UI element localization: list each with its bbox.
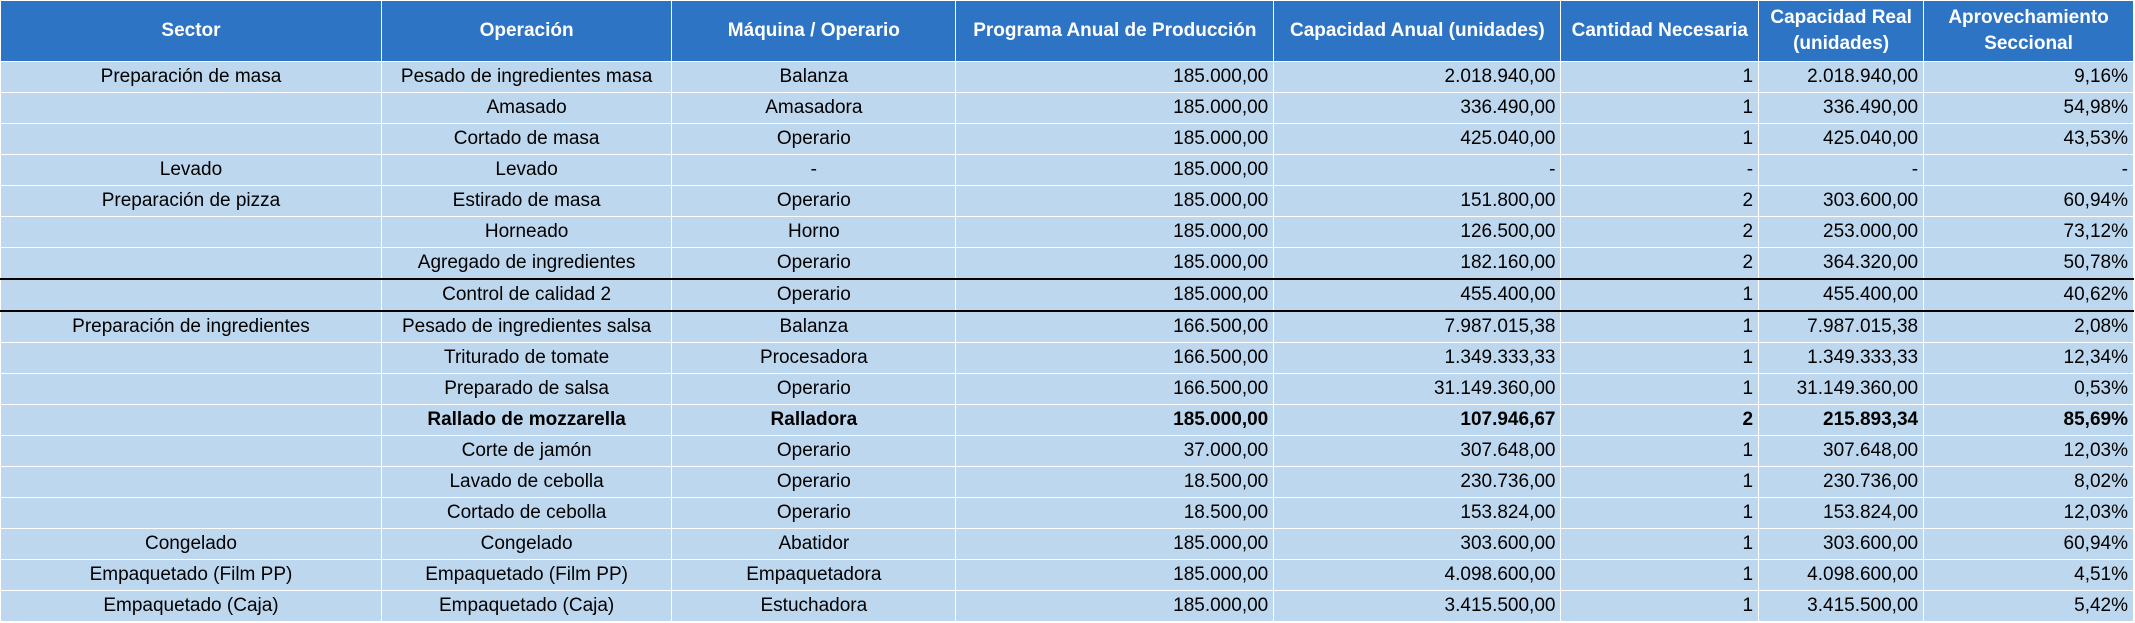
header-capacidad-real[interactable]: Capacidad Real (unidades) <box>1759 1 1924 62</box>
cell-capacidad[interactable]: 126.500,00 <box>1274 217 1561 248</box>
cell-operacion[interactable]: Pesado de ingredientes masa <box>381 62 671 93</box>
cell-programa[interactable]: 185.000,00 <box>956 186 1274 217</box>
cell-maquina[interactable]: Balanza <box>672 62 956 93</box>
cell-capacidad[interactable]: 230.736,00 <box>1274 467 1561 498</box>
cell-operacion[interactable]: Estirado de masa <box>381 186 671 217</box>
cell-aprovechamiento[interactable]: 12,03% <box>1924 436 2134 467</box>
cell-programa[interactable]: 185.000,00 <box>956 124 1274 155</box>
cell-sector[interactable]: Congelado <box>1 529 382 560</box>
cell-programa[interactable]: 185.000,00 <box>956 591 1274 622</box>
cell-maquina[interactable]: Estuchadora <box>672 591 956 622</box>
cell-cantidad[interactable]: 1 <box>1561 374 1759 405</box>
cell-operacion[interactable]: Agregado de ingredientes <box>381 248 671 280</box>
cell-capacidad[interactable]: 107.946,67 <box>1274 405 1561 436</box>
cell-cantidad[interactable]: 2 <box>1561 248 1759 280</box>
cell-programa[interactable]: 185.000,00 <box>956 405 1274 436</box>
cell-operacion[interactable]: Levado <box>381 155 671 186</box>
table-row <box>1 529 2134 560</box>
cell-programa[interactable]: 18.500,00 <box>956 467 1274 498</box>
cell-sector[interactable] <box>1 436 382 467</box>
table-row <box>1 374 2134 405</box>
cell-programa[interactable]: 166.500,00 <box>956 311 1274 343</box>
cell-sector[interactable]: Empaquetado (Film PP) <box>1 560 382 591</box>
header-operacion[interactable]: Operación <box>381 1 671 62</box>
cell-aprovechamiento[interactable]: 9,16% <box>1924 62 2134 93</box>
cell-maquina[interactable]: Operario <box>672 124 956 155</box>
table-row <box>1 343 2134 374</box>
cell-sector[interactable] <box>1 374 382 405</box>
cell-cantidad[interactable]: 1 <box>1561 343 1759 374</box>
cell-capacidad-real[interactable]: 7.987.015,38 <box>1759 311 1924 343</box>
cell-cantidad[interactable]: 1 <box>1561 467 1759 498</box>
cell-cantidad[interactable]: 1 <box>1561 62 1759 93</box>
table-row <box>1 217 2134 248</box>
cell-operacion[interactable]: Triturado de tomate <box>381 343 671 374</box>
cell-operacion[interactable]: Horneado <box>381 217 671 248</box>
cell-aprovechamiento[interactable]: 8,02% <box>1924 467 2134 498</box>
header-capacidad[interactable]: Capacidad Anual (unidades) <box>1274 1 1561 62</box>
cell-sector[interactable]: Levado <box>1 155 382 186</box>
cell-maquina[interactable]: Operario <box>672 248 956 280</box>
cell-maquina[interactable]: Operario <box>672 279 956 311</box>
cell-aprovechamiento[interactable]: 54,98% <box>1924 93 2134 124</box>
table-row <box>1 186 2134 217</box>
cell-aprovechamiento[interactable]: 2,08% <box>1924 311 2134 343</box>
cell-sector[interactable] <box>1 498 382 529</box>
header-row <box>1 1 2134 62</box>
cell-maquina[interactable]: Horno <box>672 217 956 248</box>
cell-operacion[interactable]: Pesado de ingredientes salsa <box>381 311 671 343</box>
cell-sector[interactable] <box>1 279 382 311</box>
cell-programa[interactable]: 185.000,00 <box>956 93 1274 124</box>
cell-capacidad-real[interactable]: 215.893,34 <box>1759 405 1924 436</box>
cell-cantidad[interactable]: - <box>1561 155 1759 186</box>
cell-capacidad-real[interactable]: 153.824,00 <box>1759 498 1924 529</box>
cell-sector[interactable] <box>1 217 382 248</box>
table-row <box>1 124 2134 155</box>
cell-aprovechamiento[interactable]: 12,34% <box>1924 343 2134 374</box>
cell-aprovechamiento[interactable]: 5,42% <box>1924 591 2134 622</box>
cell-programa[interactable]: 185.000,00 <box>956 155 1274 186</box>
table-row <box>1 591 2134 622</box>
cell-cantidad[interactable]: 1 <box>1561 436 1759 467</box>
cell-capacidad[interactable]: 1.349.333,33 <box>1274 343 1561 374</box>
cell-cantidad[interactable]: 2 <box>1561 186 1759 217</box>
cell-programa[interactable]: 185.000,00 <box>956 279 1274 311</box>
cell-sector[interactable] <box>1 248 382 280</box>
cell-sector[interactable] <box>1 343 382 374</box>
cell-capacidad[interactable]: - <box>1274 155 1561 186</box>
cell-capacidad[interactable]: 151.800,00 <box>1274 186 1561 217</box>
cell-capacidad-real[interactable]: 230.736,00 <box>1759 467 1924 498</box>
cell-aprovechamiento[interactable]: 60,94% <box>1924 186 2134 217</box>
cell-operacion[interactable]: Rallado de mozzarella <box>381 405 671 436</box>
table-row <box>1 467 2134 498</box>
cell-capacidad-real[interactable]: 303.600,00 <box>1759 186 1924 217</box>
cell-capacidad-real[interactable]: 31.149.360,00 <box>1759 374 1924 405</box>
cell-sector[interactable]: Preparación de masa <box>1 62 382 93</box>
cell-capacidad-real[interactable]: 336.490,00 <box>1759 93 1924 124</box>
cell-operacion[interactable]: Amasado <box>381 93 671 124</box>
cell-maquina[interactable]: - <box>672 155 956 186</box>
cell-maquina[interactable]: Ralladora <box>672 405 956 436</box>
cell-cantidad[interactable]: 1 <box>1561 124 1759 155</box>
cell-cantidad[interactable]: 1 <box>1561 591 1759 622</box>
cell-maquina[interactable]: Operario <box>672 467 956 498</box>
cell-cantidad[interactable]: 1 <box>1561 498 1759 529</box>
header-sector[interactable]: Sector <box>1 1 382 62</box>
cell-cantidad[interactable]: 1 <box>1561 529 1759 560</box>
cell-maquina[interactable]: Operario <box>672 498 956 529</box>
cell-capacidad[interactable]: 455.400,00 <box>1274 279 1561 311</box>
cell-operacion[interactable]: Empaquetado (Caja) <box>381 591 671 622</box>
cell-cantidad[interactable]: 1 <box>1561 560 1759 591</box>
cell-maquina[interactable]: Balanza <box>672 311 956 343</box>
cell-operacion[interactable]: Lavado de cebolla <box>381 467 671 498</box>
cell-maquina[interactable]: Procesadora <box>672 343 956 374</box>
cell-capacidad[interactable]: 182.160,00 <box>1274 248 1561 280</box>
cell-programa[interactable]: 185.000,00 <box>956 248 1274 280</box>
cell-sector[interactable] <box>1 93 382 124</box>
cell-capacidad[interactable]: 303.600,00 <box>1274 529 1561 560</box>
table-row <box>1 436 2134 467</box>
table-row <box>1 93 2134 124</box>
cell-programa[interactable]: 166.500,00 <box>956 343 1274 374</box>
cell-programa[interactable]: 37.000,00 <box>956 436 1274 467</box>
cell-maquina[interactable]: Empaquetadora <box>672 560 956 591</box>
cell-cantidad[interactable]: 1 <box>1561 311 1759 343</box>
header-maquina[interactable]: Máquina / Operario <box>672 1 956 62</box>
table-row <box>1 311 2134 343</box>
cell-operacion[interactable]: Preparado de salsa <box>381 374 671 405</box>
cell-cantidad[interactable]: 2 <box>1561 405 1759 436</box>
cell-capacidad[interactable]: 7.987.015,38 <box>1274 311 1561 343</box>
cell-operacion[interactable]: Empaquetado (Film PP) <box>381 560 671 591</box>
cell-capacidad-real[interactable]: 4.098.600,00 <box>1759 560 1924 591</box>
table-body <box>1 62 2134 622</box>
table-header <box>1 1 2134 62</box>
cell-programa[interactable]: 18.500,00 <box>956 498 1274 529</box>
cell-maquina[interactable]: Operario <box>672 436 956 467</box>
cell-capacidad-real[interactable]: 425.040,00 <box>1759 124 1924 155</box>
cell-programa[interactable]: 185.000,00 <box>956 529 1274 560</box>
cell-capacidad-real[interactable]: 1.349.333,33 <box>1759 343 1924 374</box>
cell-operacion[interactable]: Congelado <box>381 529 671 560</box>
cell-capacidad-real[interactable]: 303.600,00 <box>1759 529 1924 560</box>
header-aprovechamiento[interactable]: Aprovechamiento Seccional <box>1924 1 2134 62</box>
header-programa[interactable]: Programa Anual de Producción <box>956 1 1274 62</box>
table-row <box>1 405 2134 436</box>
cell-cantidad[interactable]: 1 <box>1561 279 1759 311</box>
cell-capacidad[interactable]: 336.490,00 <box>1274 93 1561 124</box>
cell-capacidad-real[interactable]: 455.400,00 <box>1759 279 1924 311</box>
cell-aprovechamiento[interactable]: 43,53% <box>1924 124 2134 155</box>
cell-sector[interactable] <box>1 405 382 436</box>
cell-capacidad-real[interactable]: 3.415.500,00 <box>1759 591 1924 622</box>
cell-aprovechamiento[interactable]: 4,51% <box>1924 560 2134 591</box>
cell-sector[interactable]: Empaquetado (Caja) <box>1 591 382 622</box>
table-row <box>1 498 2134 529</box>
cell-operacion[interactable]: Control de calidad 2 <box>381 279 671 311</box>
cell-programa[interactable]: 185.000,00 <box>956 217 1274 248</box>
cell-capacidad[interactable]: 31.149.360,00 <box>1274 374 1561 405</box>
cell-sector[interactable]: Preparación de ingredientes <box>1 311 382 343</box>
cell-programa[interactable]: 166.500,00 <box>956 374 1274 405</box>
cell-operacion[interactable]: Cortado de cebolla <box>381 498 671 529</box>
cell-aprovechamiento[interactable]: 40,62% <box>1924 279 2134 311</box>
cell-operacion[interactable]: Corte de jamón <box>381 436 671 467</box>
cell-cantidad[interactable]: 2 <box>1561 217 1759 248</box>
cell-capacidad[interactable]: 2.018.940,00 <box>1274 62 1561 93</box>
cell-sector[interactable]: Preparación de pizza <box>1 186 382 217</box>
cell-maquina[interactable]: Operario <box>672 374 956 405</box>
cell-capacidad[interactable]: 153.824,00 <box>1274 498 1561 529</box>
header-cantidad[interactable]: Cantidad Necesaria <box>1561 1 1759 62</box>
cell-programa[interactable]: 185.000,00 <box>956 62 1274 93</box>
cell-capacidad[interactable]: 307.648,00 <box>1274 436 1561 467</box>
cell-aprovechamiento[interactable]: 0,53% <box>1924 374 2134 405</box>
cell-aprovechamiento[interactable]: 60,94% <box>1924 529 2134 560</box>
table-row <box>1 560 2134 591</box>
cell-maquina[interactable]: Operario <box>672 186 956 217</box>
cell-sector[interactable] <box>1 467 382 498</box>
cell-capacidad-real[interactable]: 364.320,00 <box>1759 248 1924 280</box>
cell-sector[interactable] <box>1 124 382 155</box>
cell-cantidad[interactable]: 1 <box>1561 93 1759 124</box>
cell-capacidad-real[interactable]: 253.000,00 <box>1759 217 1924 248</box>
cell-aprovechamiento[interactable]: - <box>1924 155 2134 186</box>
cell-aprovechamiento[interactable]: 85,69% <box>1924 405 2134 436</box>
table-row <box>1 279 2134 311</box>
cell-capacidad-real[interactable]: - <box>1759 155 1924 186</box>
cell-capacidad-real[interactable]: 307.648,00 <box>1759 436 1924 467</box>
cell-maquina[interactable]: Abatidor <box>672 529 956 560</box>
cell-capacidad[interactable]: 4.098.600,00 <box>1274 560 1561 591</box>
cell-capacidad-real[interactable]: 2.018.940,00 <box>1759 62 1924 93</box>
cell-capacidad[interactable]: 3.415.500,00 <box>1274 591 1561 622</box>
cell-operacion[interactable]: Cortado de masa <box>381 124 671 155</box>
cell-aprovechamiento[interactable]: 73,12% <box>1924 217 2134 248</box>
cell-aprovechamiento[interactable]: 12,03% <box>1924 498 2134 529</box>
cell-programa[interactable]: 185.000,00 <box>956 560 1274 591</box>
cell-aprovechamiento[interactable]: 50,78% <box>1924 248 2134 280</box>
table-row <box>1 248 2134 280</box>
cell-maquina[interactable]: Amasadora <box>672 93 956 124</box>
table-row <box>1 155 2134 186</box>
table-row <box>1 62 2134 93</box>
cell-capacidad[interactable]: 425.040,00 <box>1274 124 1561 155</box>
